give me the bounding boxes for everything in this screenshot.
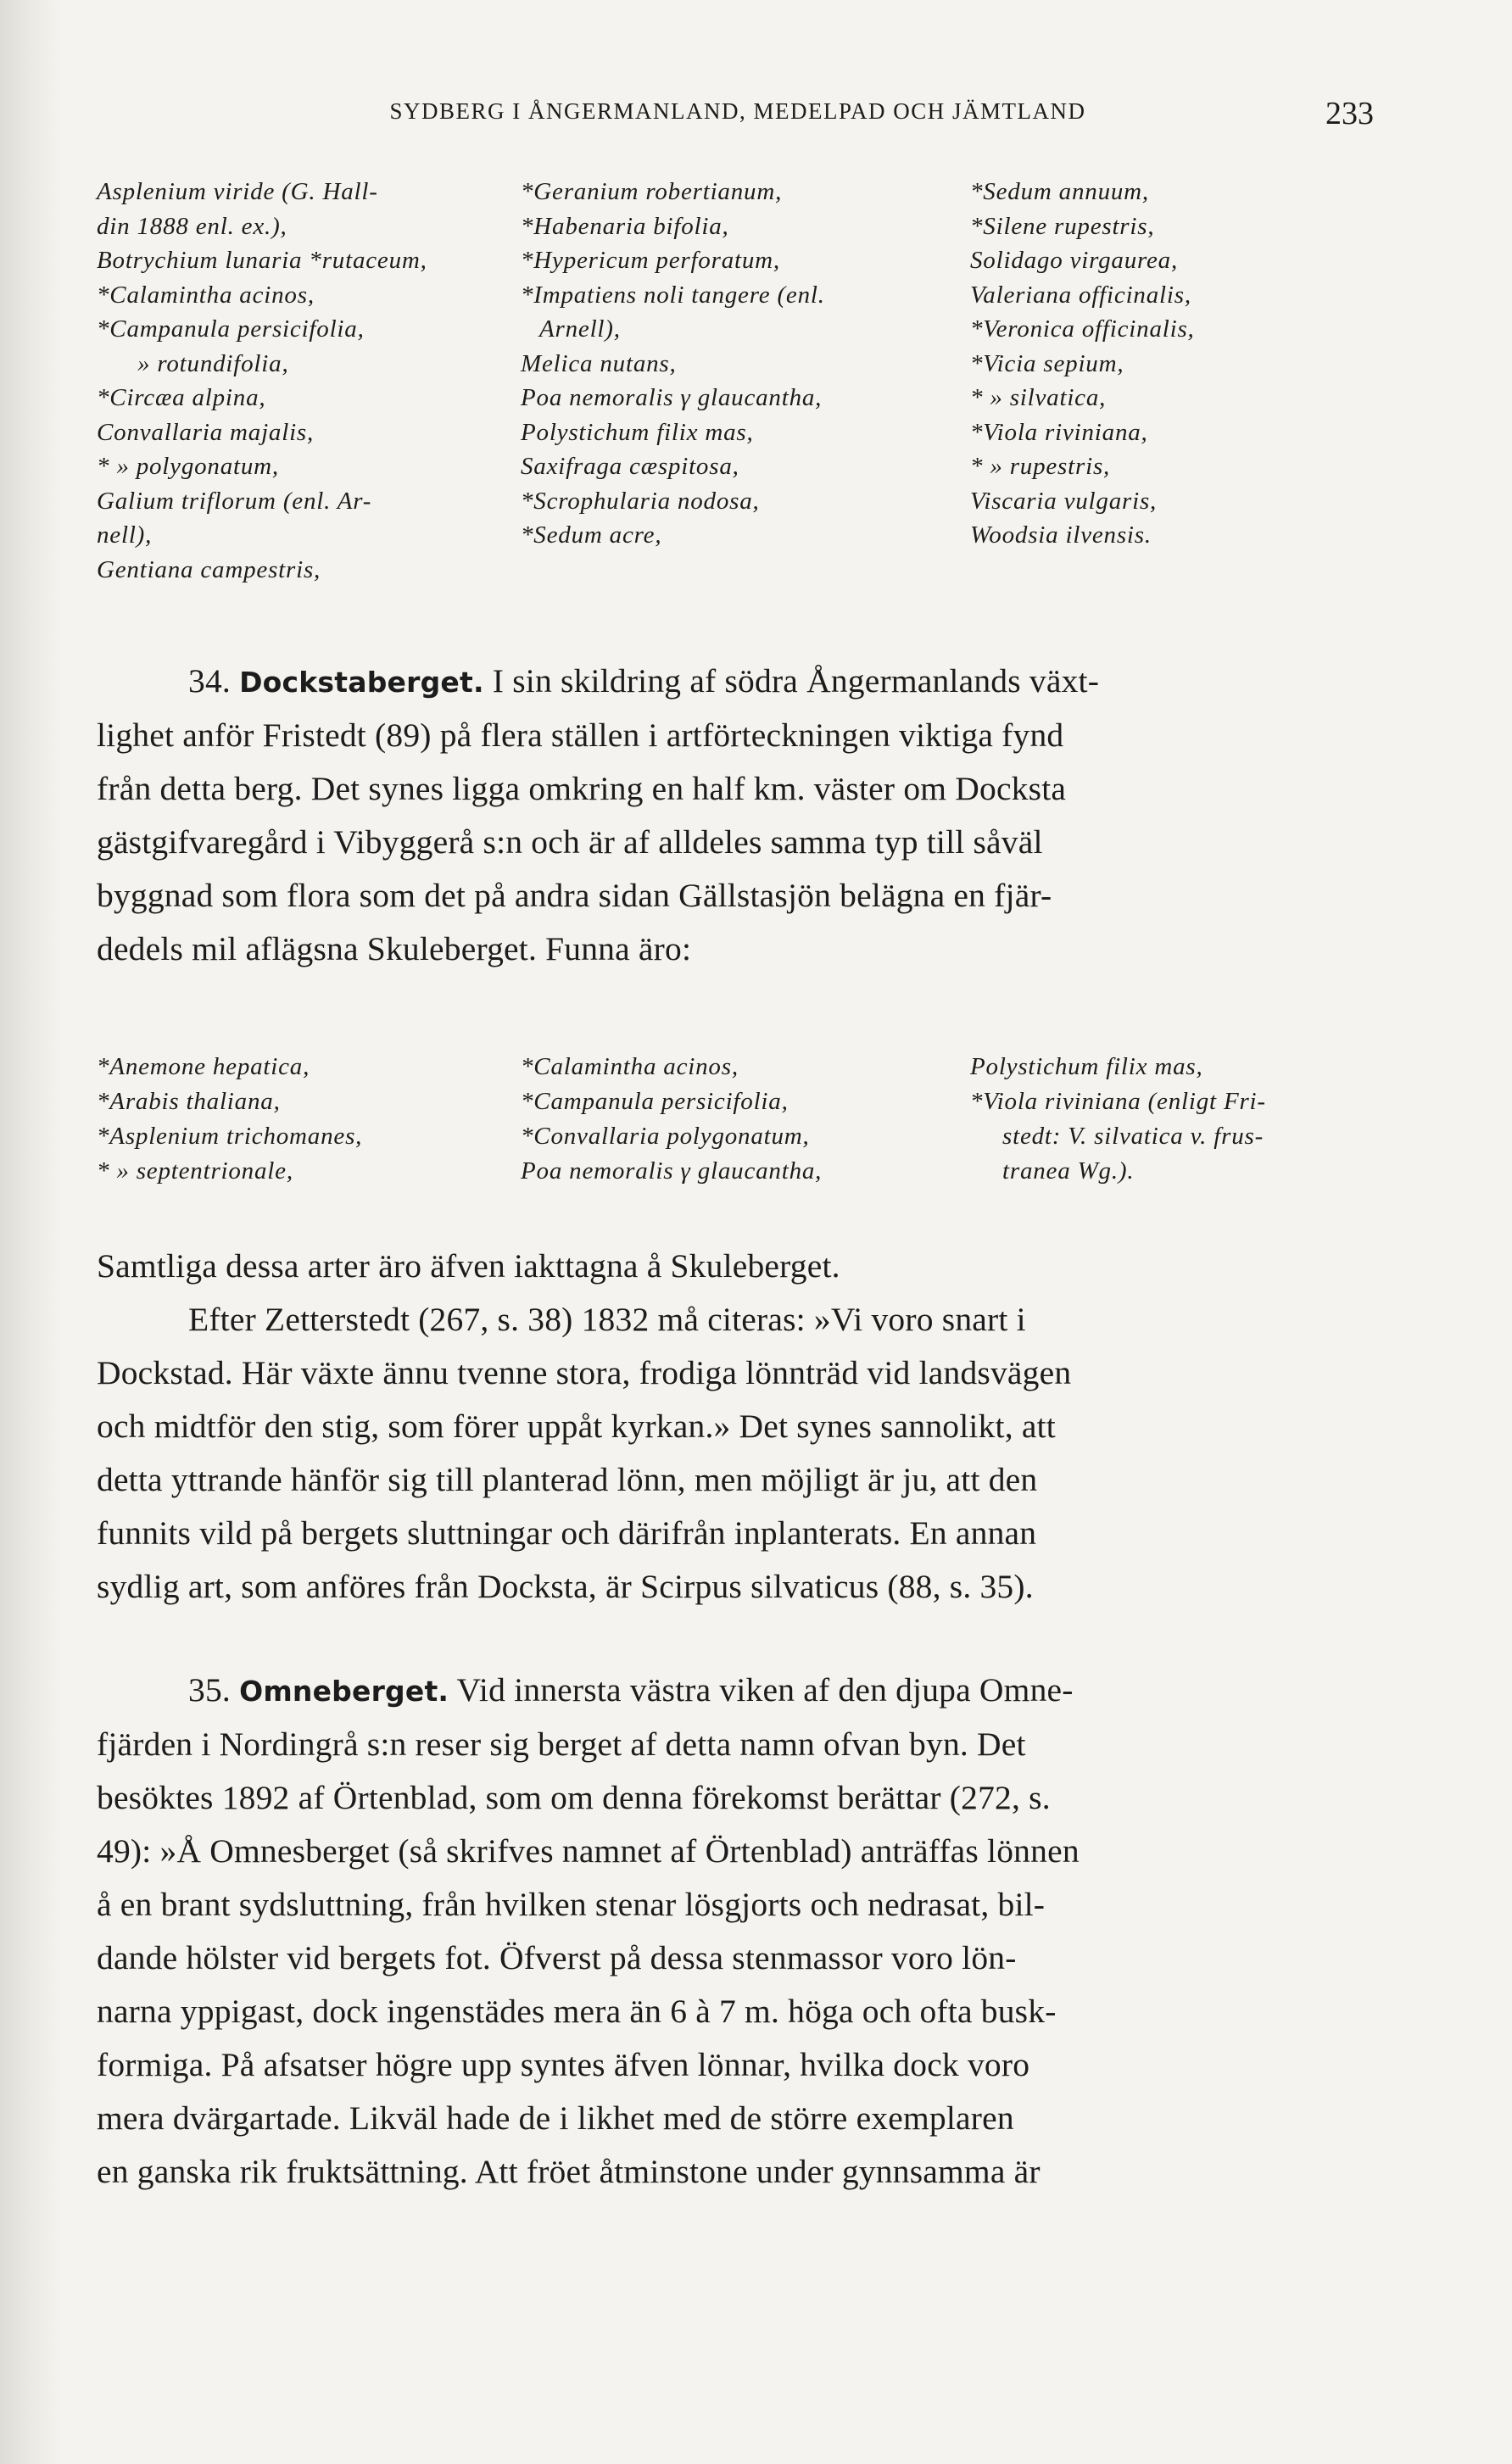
species-line: * » polygonatum, <box>97 453 279 480</box>
species-line: *Convallaria polygonatum, <box>521 1123 810 1150</box>
species-line: tranea Wg.). <box>1002 1157 1135 1185</box>
species-column-3 <box>970 175 1377 587</box>
species-line: Polystichum filix mas, <box>521 418 754 446</box>
species-list-2 <box>97 1050 1377 1189</box>
species-column-1 <box>97 175 521 587</box>
species-line: *Veronica officinalis, <box>970 315 1195 343</box>
paragraph-line: gästgifvaregård i Vibyggerå s:n och är af alldeles samma typ till såväl <box>97 823 1043 861</box>
paragraph-line: Dockstad. Här växte ännu tvenne stora, frodiga lönnträd vid landsvägen <box>97 1354 1072 1391</box>
species-line: Saxifraga cæspitosa, <box>521 453 739 480</box>
section-number: 35. <box>188 1671 231 1709</box>
species-line: *Anemone hepatica, <box>97 1053 310 1080</box>
paragraph-line: fjärden i Nordingrå s:n reser sig berget af detta namn ofvan byn. Det <box>97 1725 1026 1763</box>
species-line: din 1888 enl. ex.), <box>97 212 287 240</box>
species-line: *Scrophularia nodosa, <box>521 487 760 515</box>
species-line: Poa nemoralis γ glaucantha, <box>521 384 823 411</box>
species-line: *Asplenium trichomanes, <box>97 1123 363 1150</box>
paragraph-line: 49): »Å Omnesberget (så skrifves namnet af Örtenblad) anträffas lönnen <box>97 1832 1080 1870</box>
species-column-2 <box>521 175 970 587</box>
species-line: *Circæa alpina, <box>97 384 266 411</box>
paragraph-line: byggnad som flora som det på andra sidan Gällstasjön belägna en fjär- <box>97 877 1052 914</box>
section-34 <box>97 655 1375 976</box>
paragraph-line: narna yppigast, dock ingenstädes mera än 6 à 7 m. höga och ofta busk- <box>97 1993 1057 2030</box>
species-line: * » rupestris, <box>970 453 1111 480</box>
section-text: I sin skildring af södra Ångermanlands växt- <box>492 662 1100 700</box>
species-line: *Viola riviniana (enligt Fri- <box>970 1088 1266 1115</box>
species-line: *Hypericum perforatum, <box>521 247 780 274</box>
paragraph-line: å en brant sydsluttning, från hvilken stenar lösgjorts och nedrasat, bil- <box>97 1886 1046 1923</box>
species-line: Botrychium lunaria *rutaceum, <box>97 247 427 274</box>
species-line: * » silvatica, <box>970 384 1107 411</box>
section-34-line-1 <box>97 655 1375 709</box>
page-number: 233 <box>1325 96 1374 131</box>
section-34-continued <box>97 1240 1375 1614</box>
paragraph-line: Samtliga dessa arter äro äfven iakttagna å Skuleberget. <box>97 1247 840 1285</box>
species-line: Galium triflorum (enl. Ar- <box>97 487 372 515</box>
species-line: *Viola riviniana, <box>970 418 1148 446</box>
section-number: 34. <box>188 662 231 700</box>
running-header <box>102 95 1374 129</box>
species-line: Solidago virgaurea, <box>970 247 1179 274</box>
species-line: Poa nemoralis γ glaucantha, <box>521 1157 823 1185</box>
paragraph-line: Efter Zetterstedt (267, s. 38) 1832 må citeras: »Vi voro snart i <box>188 1301 1026 1338</box>
paragraph-line: sydlig art, som anföres från Docksta, är Scirpus silvaticus (88, s. 35). <box>97 1568 1034 1605</box>
paragraph-line: funnits vild på bergets sluttningar och därifrån inplanterats. En annan <box>97 1514 1037 1552</box>
species-line: *Sedum acre, <box>521 521 662 549</box>
species-line: *Vicia sepium, <box>970 349 1124 377</box>
section-35 <box>97 1664 1375 2199</box>
species-line: nell), <box>97 521 153 549</box>
paragraph-line: en ganska rik fruktsättning. Att fröet åtminstone under gynnsamma är <box>97 2153 1041 2190</box>
species-line: Woodsia ilvensis. <box>970 521 1152 549</box>
species-line: Viscaria vulgaris, <box>970 487 1158 515</box>
species-line: Gentiana campestris, <box>97 555 321 583</box>
species-line: *Campanula persicifolia, <box>97 315 365 343</box>
paragraph-line: och midtför den stig, som förer uppåt kyrkan.» Det synes sannolikt, att <box>97 1408 1056 1445</box>
species-line: *Silene rupestris, <box>970 212 1155 240</box>
species-line: Arnell), <box>539 315 621 343</box>
paragraph-line: besöktes 1892 af Örtenblad, som om denna förekomst berättar (272, s. <box>97 1779 1051 1816</box>
section-heading: Dockstaberget. <box>239 666 484 699</box>
species-line: *Calamintha acinos, <box>97 281 315 309</box>
species-line: *Habenaria bifolia, <box>521 212 729 240</box>
species-line: *Campanula persicifolia, <box>521 1088 789 1115</box>
paragraph-line: detta yttrande hänför sig till planterad lönn, men möjligt är ju, att den <box>97 1461 1038 1498</box>
species-line: Melica nutans, <box>521 349 677 377</box>
paragraph-line: dedels mil aflägsna Skuleberget. Funna äro: <box>97 930 692 967</box>
paragraph-line: dande hölster vid bergets fot. Öfverst på dessa stenmassor voro lön- <box>97 1939 1017 1976</box>
paragraph-line: från detta berg. Det synes ligga omkring en half km. väster om Docksta <box>97 770 1067 807</box>
section-heading: Omneberget. <box>239 1675 449 1708</box>
species-line: Convallaria majalis, <box>97 418 315 446</box>
paragraph-line: lighet anför Fristedt (89) på flera ställen i artförteckningen viktiga fynd <box>97 716 1064 754</box>
species-column-3 <box>970 1050 1377 1189</box>
species-line: » rotundifolia, <box>137 349 289 377</box>
species-line: *Impatiens noli tangere (enl. <box>521 281 825 309</box>
header-title: SYDBERG I ÅNGERMANLAND, MEDELPAD OCH JÄMTLAND <box>389 98 1086 124</box>
species-line: Polystichum filix mas, <box>970 1053 1203 1080</box>
species-line: Asplenium viride (G. Hall- <box>97 178 378 205</box>
species-column-1 <box>97 1050 521 1189</box>
species-line: *Sedum annuum, <box>970 178 1149 205</box>
species-line: *Geranium robertianum, <box>521 178 783 205</box>
species-line: *Calamintha acinos, <box>521 1053 739 1080</box>
species-column-2 <box>521 1050 970 1189</box>
paragraph-line: mera dvärgartade. Likväl hade de i likhet med de större exemplaren <box>97 2099 1014 2137</box>
section-text: Vid innersta västra viken af den djupa Omne- <box>456 1671 1074 1709</box>
species-line: *Arabis thaliana, <box>97 1088 281 1115</box>
paragraph-line: formiga. På afsatser högre upp syntes äfven lönnar, hvilka dock voro <box>97 2046 1030 2083</box>
species-line: * » septentrionale, <box>97 1157 293 1185</box>
species-list-1 <box>97 175 1377 587</box>
section-35-line-1 <box>97 1664 1375 1718</box>
species-line: Valeriana officinalis, <box>970 281 1191 309</box>
page-edge-shadow <box>0 0 59 2464</box>
species-line: stedt: V. silvatica v. frus- <box>1002 1123 1264 1150</box>
